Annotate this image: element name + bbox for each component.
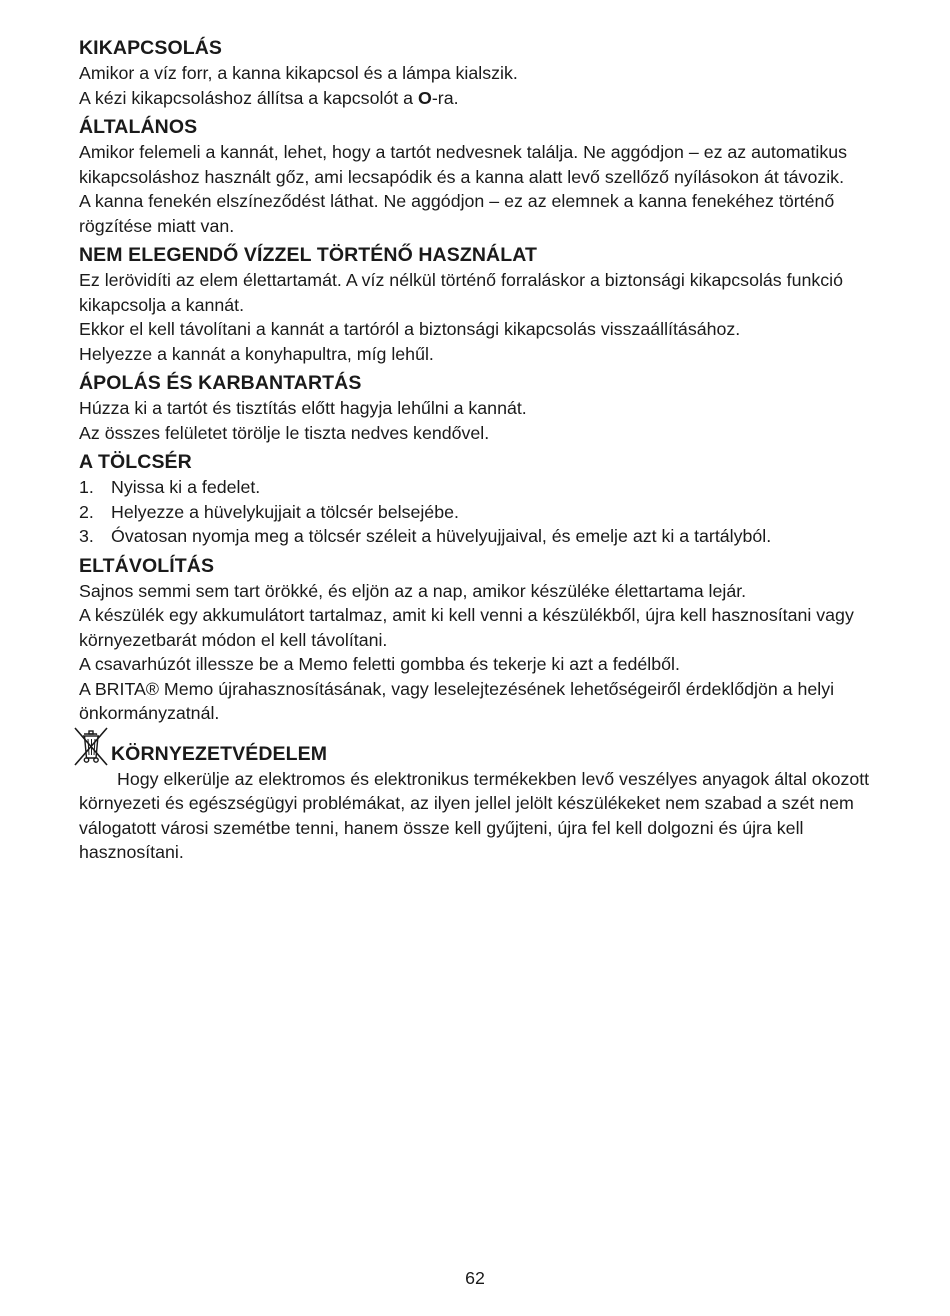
section-low-water (79, 243, 909, 366)
section-environment (79, 731, 909, 865)
page-number: 62 (465, 1268, 485, 1288)
paragraph: Amikor felemeli a kannát, lehet, hogy a tartót nedvesnek találja. Ne aggódjon – ez az automatikus kikapcsoláshoz használt gőz, ami lecsapódik és a kanna alatt levő szellőző nyílásokon át távozik. (79, 142, 848, 187)
section-title: KIKAPCSOLÁS (79, 37, 223, 59)
document-page (79, 36, 909, 870)
section-care (79, 371, 909, 445)
list-item (79, 475, 909, 500)
paragraph: Ekkor el kell távolítani a kannát a tartóról a biztonsági kikapcsolás visszaállításához. (79, 319, 741, 339)
section-title: A TÖLCSÉR (79, 451, 192, 473)
paragraph: A készülék egy akkumulátort tartalmaz, amit ki kell venni a készülékből, újra kell hasznosítani vagy környezetbarát módon el kell távolítani. (79, 605, 854, 650)
section-title: ÁLTALÁNOS (79, 116, 198, 138)
list-text: Helyezze a hüvelykujjait a tölcsér belsejébe. (111, 501, 459, 522)
paragraph: A csavarhúzót illessze be a Memo feletti gombba és tekerje ki azt a fedélből. (79, 654, 680, 674)
crossed-out-wheelie-bin-icon (73, 725, 109, 767)
paragraph: Sajnos semmi sem tart örökké, és eljön az a nap, amikor készüléke élettartama lejár. (79, 580, 747, 601)
list-number: 2. (79, 501, 94, 522)
paragraph (79, 86, 909, 111)
paragraph: Amikor a víz forr, a kanna kikapcsol és a lámpa kialszik. (79, 63, 518, 83)
paragraph-text: Hogy elkerülje az elektromos és elektronikus termékekben levő veszélyes anyagok által okozott környezeti és egészségügyi problémákat, az ilyen jellel jelölt készülékeket nem szabad a szét nem válogatott városi szemétbe tenni, hanem össze kell gyűjteni, újra fel kell dolgozni és újra kell hasznosítani. (79, 768, 870, 862)
list-item (79, 500, 909, 525)
section-removal (79, 554, 909, 726)
switch-symbol: O (418, 87, 432, 108)
list-text: Óvatosan nyomja meg a tölcsér széleit a hüvelyujjaival, és emelje azt ki a tartályból. (111, 526, 772, 546)
paragraph: Húzza ki a tartót és tisztítás előtt hagyja lehűlni a kannát. (79, 398, 527, 418)
paragraph: A kanna fenekén elszíneződést láthat. Ne aggódjon – ez az elemnek a kanna fenekéhez történő rögzítése miatt van. (79, 191, 835, 236)
list-number: 3. (79, 526, 94, 546)
funnel-steps-list (79, 475, 909, 549)
section-title: NEM ELEGENDŐ VÍZZEL TÖRTÉNŐ HASZNÁLAT (79, 244, 537, 266)
section-title: KÖRNYEZETVÉDELEM (111, 742, 328, 765)
paragraph: Ez lerövidíti az elem élettartamát. A víz nélkül történő forraláskor a biztonsági kikapcsolás funkció kikapcsolja a kannát. (79, 270, 843, 315)
paragraph: A BRITA® Memo újrahasznosításának, vagy leselejtezésének lehetőségeiről érdeklődjön a helyi önkormányzatnál. (79, 678, 835, 723)
list-text: Nyissa ki a fedelet. (111, 477, 261, 497)
section-funnel (79, 450, 909, 549)
text-run: -ra. (431, 87, 459, 108)
section-off (79, 36, 909, 110)
section-title: ÁPOLÁS ÉS KARBANTARTÁS (79, 372, 362, 394)
text-run: A kézi kikapcsoláshoz állítsa a kapcsolót a (79, 87, 419, 108)
paragraph: Az összes felületet törölje le tiszta nedves kendővel. (79, 422, 490, 443)
paragraph (79, 767, 909, 865)
environment-heading-row (79, 731, 909, 767)
list-item (79, 524, 909, 549)
paragraph: Helyezze a kannát a konyhapultra, míg lehűl. (79, 343, 434, 364)
section-general (79, 115, 909, 238)
list-number: 1. (79, 477, 94, 497)
section-title: ELTÁVOLÍTÁS (79, 554, 215, 577)
